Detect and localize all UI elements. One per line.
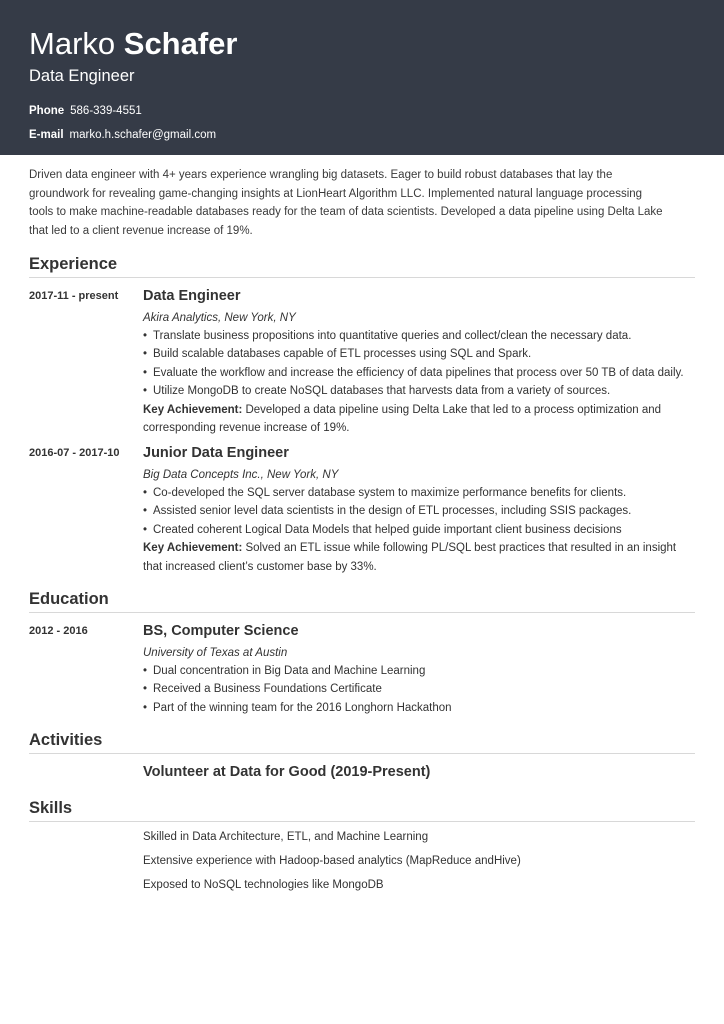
activities-heading: Activities [29,730,695,754]
last-name: Schafer [123,26,238,61]
email-value: marko.h.schafer@gmail.com [69,129,217,141]
education-bullets [143,662,695,717]
job-bullets [143,327,695,401]
list-item: • Dual concentration in Big Data and Machine Learning [143,662,695,680]
education-heading: Education [29,589,695,613]
candidate-name [29,26,238,62]
job-entry [143,287,695,437]
list-item: • Translate business propositions into quantitative queries and collect/clean the necessary data. [143,327,695,345]
skill-item: Skilled in Data Architecture, ETL, and Machine Learning [143,831,429,843]
job-title: Data Engineer [29,67,135,85]
job-company: Big Data Concepts Inc., New York, NY [143,469,339,481]
phone-row [29,104,142,118]
job-entry [143,444,695,576]
summary: Driven data engineer with 4+ years experience wrangling big datasets. Eager to build robust databases that lay the groundwork for revealing game-changing insights at LionHeart Algorithm LLC. Implemented natural language processing tools to make machine-readable databases ready for the team of data scientists. Developed a data pipeline using Delta Lake that led to a client revenue increase of 19%. [29,169,663,237]
experience-heading: Experience [29,254,695,278]
activity-entry [143,763,695,781]
school: University of Texas at Austin [143,647,288,659]
list-item: • Created coherent Logical Data Models that helped guide important client business decisions [143,521,695,539]
list-item: • Utilize MongoDB to create NoSQL databases that harvests data from a variety of sources. [143,382,695,400]
job-bullets [143,484,695,539]
email-label: E-mail [29,129,64,141]
key-achievement-text: Developed a data pipeline using Delta Lake that led to a process optimization and corresponding revenue increase of 19%. [143,403,662,435]
key-achievement-label: Key Achievement: [143,403,243,416]
skills-heading: Skills [29,798,695,822]
job-dates: 2017-11 - present [29,290,119,302]
education-dates: 2012 - 2016 [29,625,88,637]
job-title: Data Engineer [143,288,241,304]
skill-item: Exposed to NoSQL technologies like MongoDB [143,879,384,891]
first-name: Marko [29,26,116,61]
key-achievement [143,401,695,438]
resume-header [0,0,724,155]
activity-title: Volunteer at Data for Good (2019-Present) [143,764,431,780]
phone-label: Phone [29,105,65,117]
phone-value: 586-339-4551 [70,105,142,117]
job-title: Junior Data Engineer [143,445,289,461]
education-entry [143,622,695,717]
list-item: • Received a Business Foundations Certificate [143,680,695,698]
list-item: • Evaluate the workflow and increase the efficiency of data pipelines that process over 50 TB of data daily. [143,364,695,382]
list-item: • Co-developed the SQL server database system to maximize performance benefits for clients. [143,484,695,502]
list-item: • Build scalable databases capable of ETL processes using SQL and Spark. [143,345,695,363]
degree: BS, Computer Science [143,623,299,639]
key-achievement-text: Solved an ETL issue while following PL/SQL best practices that resulted in an insight that increased client’s customer base by 33%. [143,542,677,573]
job-company: Akira Analytics, New York, NY [143,312,296,324]
email-row [29,128,216,142]
skill-item: Extensive experience with Hadoop-based analytics (MapReduce andHive) [143,855,521,867]
job-dates: 2016-07 - 2017-10 [29,447,120,459]
list-item: • Part of the winning team for the 2016 Longhorn Hackathon [143,699,695,717]
key-achievement [143,539,695,576]
list-item: • Assisted senior level data scientists in the design of ETL processes, including SSIS packages. [143,502,695,520]
key-achievement-label: Key Achievement: [143,542,243,555]
